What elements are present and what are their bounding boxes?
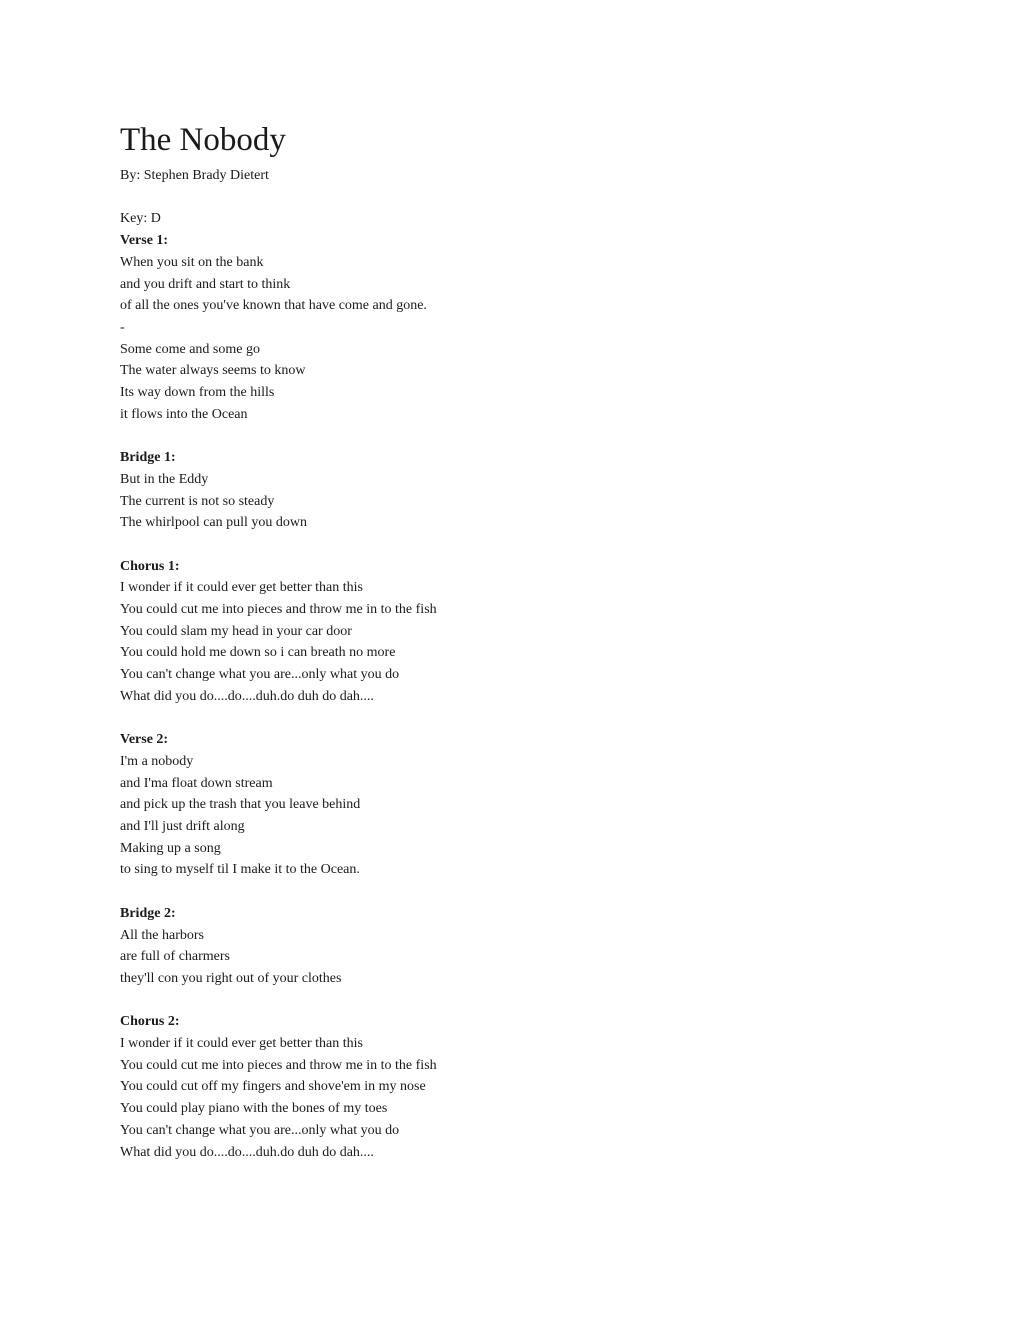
lyric-line: The water always seems to know [120,363,306,379]
section-chorus-1 [120,556,920,708]
section-heading: Verse 1: [120,233,169,249]
lyric-line: What did you do....do....duh.do duh do dah.... [120,1144,374,1160]
section-verse-2 [120,729,920,881]
lyric-line: Its way down from the hills [120,385,275,401]
lyric-line: You could cut off my fingers and shove'em in my nose [120,1079,426,1095]
lyric-line: to sing to myself til I make it to the Ocean. [120,862,360,878]
lyric-line: and I'll just drift along [120,819,245,835]
page-title: The Nobody [120,122,286,158]
lyric-line: What did you do....do....duh.do duh do dah.... [120,688,374,704]
lyric-line: and pick up the trash that you leave behind [120,797,361,813]
lyric-line: and you drift and start to think [120,276,291,292]
section-chorus-2 [120,1011,920,1163]
lyric-line: I wonder if it could ever get better than this [120,1036,363,1052]
section-bridge-1 [120,447,920,534]
lyric-line: You could cut me into pieces and throw me in to the fish [120,602,437,618]
lyric-line: When you sit on the bank [120,254,264,270]
section-heading: Bridge 2: [120,905,176,921]
lyric-line: of all the ones you've known that have come and gone. [120,298,427,314]
song-key: Key: D [120,211,161,227]
lyric-line: Making up a song [120,840,221,856]
lyric-line: I'm a nobody [120,753,194,769]
lyric-line: they'll con you right out of your clothes [120,970,342,986]
lyric-line: You could slam my head in your car door [120,623,352,639]
section-heading: Bridge 1: [120,450,176,466]
lyric-line: You could play piano with the bones of my toes [120,1101,388,1117]
lyric-line: are full of charmers [120,949,230,965]
lyric-line: and I'ma float down stream [120,775,273,791]
section-verse-1 [120,230,920,425]
lyric-line: All the harbors [120,927,204,943]
lyric-line: it flows into the Ocean [120,406,248,422]
lyric-line: Some come and some go [120,341,260,357]
section-heading: Chorus 1: [120,558,180,574]
lyric-line: You could cut me into pieces and throw me in to the fish [120,1057,437,1073]
lyric-line: The current is not so steady [120,493,275,509]
section-bridge-2 [120,903,920,990]
lyric-line: - [120,319,125,335]
song-sections [120,230,920,1163]
document-content [120,119,920,1163]
lyric-line: You can't change what you are...only what you do [120,667,400,683]
lyric-line: But in the Eddy [120,471,209,487]
lyric-line: The whirlpool can pull you down [120,515,308,531]
section-heading: Verse 2: [120,732,169,748]
author-byline: By: Stephen Brady Dietert [120,168,269,183]
section-heading: Chorus 2: [120,1014,180,1030]
lyric-line: I wonder if it could ever get better than this [120,580,363,596]
lyric-line: You can't change what you are...only what you do [120,1122,400,1138]
lyric-line: You could hold me down so i can breath no more [120,645,396,661]
